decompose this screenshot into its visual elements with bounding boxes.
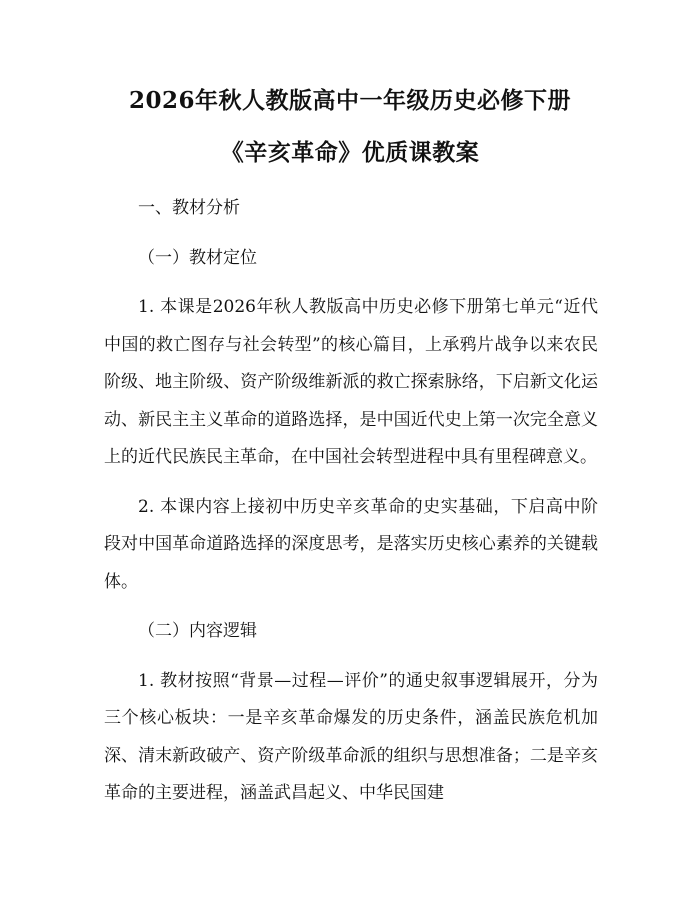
paragraph-positioning-1: 1. 本课是2026年秋人教版高中历史必修下册第七单元“近代中国的救亡图存与社会转型”的核心篇目，上承鸦片战争以来农民阶级、地主阶级、资产阶级维新派的救亡探索脉络，下启新文化运动、新民主主义革命的道路选择，是中国近代史上第一次完全意义上的近代民族民主革命，在中国社会转型进程中具有里程碑意义。 <box>104 297 598 467</box>
section-heading-textbook-analysis: 一、教材分析 <box>138 198 240 218</box>
document-title-line-2: 《辛亥革命》优质课教案 <box>220 139 480 166</box>
paragraph-positioning-2: 2. 本课内容上接初中历史辛亥革命的史实基础，下启高中阶段对中国革命道路选择的深度思考，是落实历史核心素养的关键载体。 <box>104 496 598 592</box>
subsection-heading-positioning: （一）教材定位 <box>138 247 257 268</box>
paragraph-content-logic-1: 1. 教材按照“背景—过程—评价”的通史叙事逻辑展开，分为三个核心板块：一是辛亥革命爆发的历史条件，涵盖民族危机加深、清末新政破产、资产阶级革命派的组织与思想准备；二是辛亥革命的主要进程，涵盖武昌起义、中华民国建 <box>104 670 598 803</box>
subsection-heading-content-logic: （二）内容逻辑 <box>138 621 257 641</box>
document-body <box>104 190 598 813</box>
document-title-line-1: 2026年秋人教版高中一年级历史必修下册 <box>128 87 571 114</box>
